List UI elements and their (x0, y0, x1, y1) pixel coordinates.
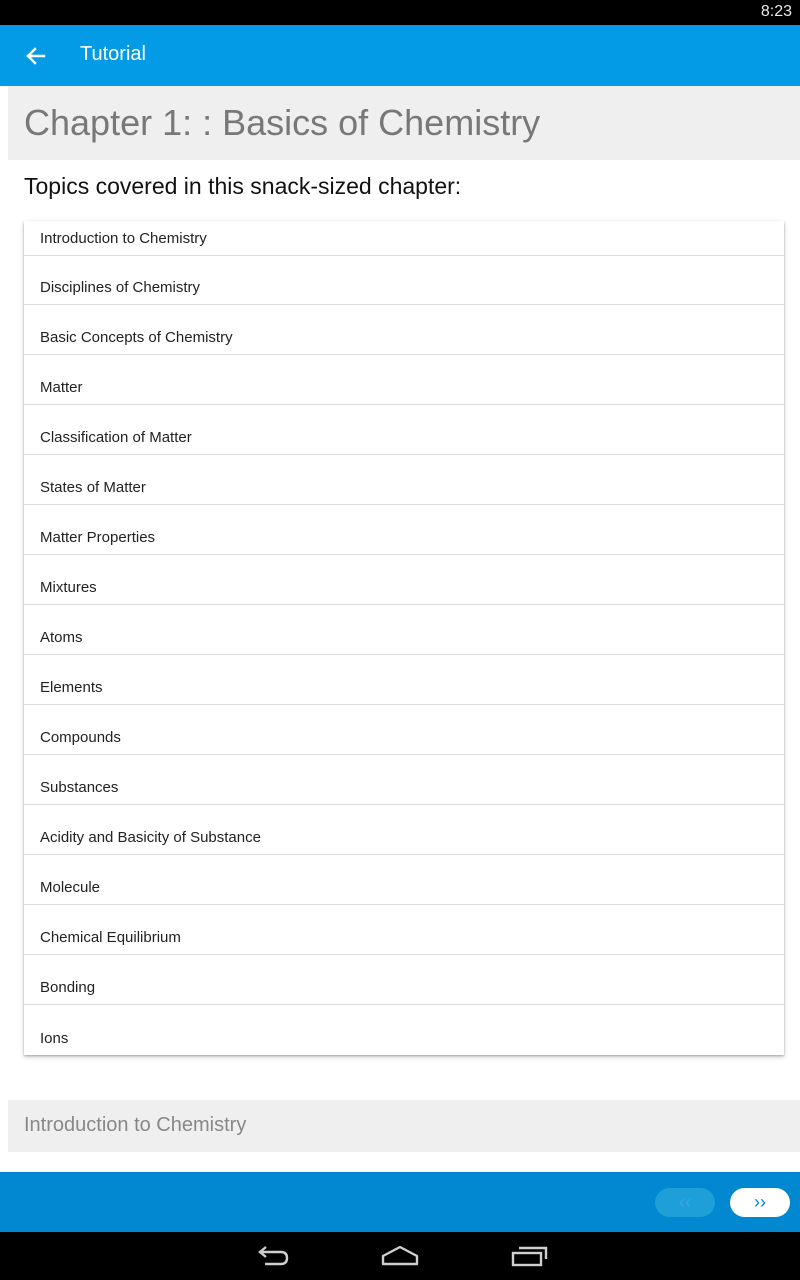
app-bar (0, 25, 800, 86)
topic-row[interactable] (24, 405, 784, 455)
topic-label: States of Matter (40, 479, 146, 496)
topic-label: Compounds (40, 729, 121, 746)
topic-row[interactable] (24, 805, 784, 855)
chapter-title: Chapter 1: : Basics of Chemistry (24, 102, 541, 143)
topic-label: Ions (40, 1030, 69, 1047)
topic-label: Mixtures (40, 579, 97, 596)
status-clock: 8:23 (760, 3, 792, 20)
home-icon[interactable] (381, 1242, 419, 1275)
topic-label: Matter Properties (40, 529, 156, 546)
app-bar-title: Tutorial (80, 43, 146, 65)
topic-row[interactable] (24, 1005, 784, 1055)
back-icon[interactable] (253, 1242, 291, 1275)
section-header (8, 1100, 800, 1152)
previous-button[interactable]: ‹‹ (655, 1188, 715, 1217)
status-bar (0, 0, 800, 25)
topic-label: Bonding (40, 979, 96, 996)
topic-row[interactable] (24, 455, 784, 505)
topic-row[interactable] (24, 555, 784, 605)
chapter-header (8, 86, 800, 160)
topic-label: Molecule (40, 879, 101, 896)
topics-subtitle: Topics covered in this snack-sized chapter: (24, 173, 462, 199)
topic-row[interactable] (24, 855, 784, 905)
topic-label: Disciplines of Chemistry (40, 279, 201, 296)
topic-list (24, 221, 784, 1055)
topic-row[interactable] (24, 955, 784, 1005)
topic-row[interactable] (24, 355, 784, 405)
bottom-nav-bar (0, 1172, 800, 1232)
topic-label: Atoms (40, 629, 83, 646)
topic-row[interactable] (24, 705, 784, 755)
topic-label: Acidity and Basicity of Substance (40, 829, 261, 846)
topic-row[interactable] (24, 605, 784, 655)
topic-label: Chemical Equilibrium (40, 929, 181, 946)
topic-row[interactable] (24, 505, 784, 555)
topic-row[interactable] (24, 655, 784, 705)
topic-label: Classification of Matter (40, 429, 192, 446)
topic-label: Matter (40, 379, 83, 396)
topic-label: Substances (40, 779, 119, 796)
topic-row[interactable] (24, 255, 784, 305)
system-nav-bar (0, 1232, 800, 1280)
arrow-left-icon[interactable] (22, 43, 50, 69)
topic-label: Basic Concepts of Chemistry (40, 329, 233, 346)
next-button[interactable]: ›› (730, 1188, 790, 1217)
topic-row[interactable] (24, 905, 784, 955)
topic-row[interactable] (24, 305, 784, 355)
recent-apps-icon[interactable] (510, 1242, 548, 1275)
topic-label: Introduction to Chemistry (40, 230, 207, 247)
section-title: Introduction to Chemistry (24, 1114, 247, 1136)
topic-row[interactable] (24, 221, 784, 256)
topic-row[interactable] (24, 755, 784, 805)
topic-label: Elements (40, 679, 103, 696)
